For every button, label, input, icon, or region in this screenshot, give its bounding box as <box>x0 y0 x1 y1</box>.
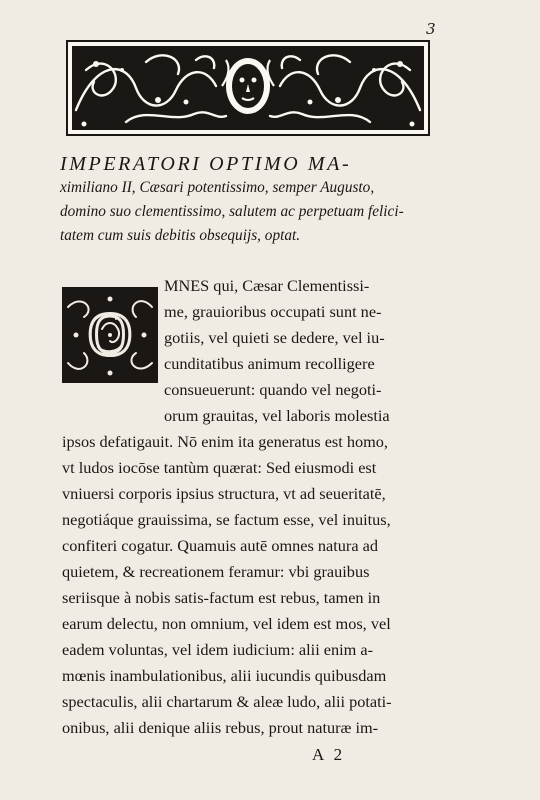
ornamental-headpiece <box>66 40 430 136</box>
body-line: negotiáque grauissima, se factum esse, vel inuitus, <box>62 510 391 529</box>
dedication-line: domino suo clementissimo, salutem ac perpetuam felici- <box>60 203 404 220</box>
body-line: quietem, & recreationem feramur: vbi grauibus <box>62 562 370 581</box>
body-line: gotiis, vel quieti se dedere, vel iu- <box>164 328 385 347</box>
body-line: eadem voluntas, vel idem iudicium: alii enim a- <box>62 640 374 659</box>
dedication-heading <box>60 152 480 248</box>
initial-letter: O <box>87 301 133 369</box>
dedication-line: tatem cum suis debitis obsequijs, optat. <box>60 227 301 244</box>
body-line: orum grauitas, vel laboris molestia <box>164 406 390 425</box>
body-line: confiteri cogatur. Quamuis autē omnes natura ad <box>62 536 379 555</box>
dedication-line: IMPERATORI OPTIMO MA- <box>60 153 352 175</box>
page-number: 3 <box>426 20 436 38</box>
body-line: onibus, alii denique aliis rebus, prout naturæ im- <box>62 718 379 737</box>
body-line: me, grauioribus occupati sunt ne- <box>164 302 382 321</box>
body-line: cunditatibus animum recolligere <box>164 354 375 373</box>
body-line: vniuersi corporis ipsius structura, vt ad seueritatē, <box>62 484 386 503</box>
body-line: ipsos defatigauit. Nō enim ita generatus est homo, <box>62 432 389 451</box>
body-line: consueuerunt: quando vel negoti- <box>164 380 382 399</box>
decorated-initial-o <box>62 287 158 383</box>
dedication-line: ximiliano II, Cæsari potentissimo, semper Augusto, <box>60 179 375 196</box>
body-line: vt ludos iocōse tantùm quærat: Sed eiusmodi est <box>62 458 377 477</box>
body-line: mœnis inambulationibus, alii iucundis quibusdam <box>62 666 387 685</box>
body-line: MNES qui, Cæsar Clementissi- <box>164 276 370 295</box>
signature-mark: A 2 <box>312 745 346 764</box>
body-line: earum delectu, non omnium, vel idem est mos, vel <box>62 614 391 633</box>
body-line: seriisque à nobis satis-factum est rebus, tamen in <box>62 588 381 607</box>
body-line: spectaculis, alii chartarum & aleæ ludo, alii potati- <box>62 692 392 711</box>
